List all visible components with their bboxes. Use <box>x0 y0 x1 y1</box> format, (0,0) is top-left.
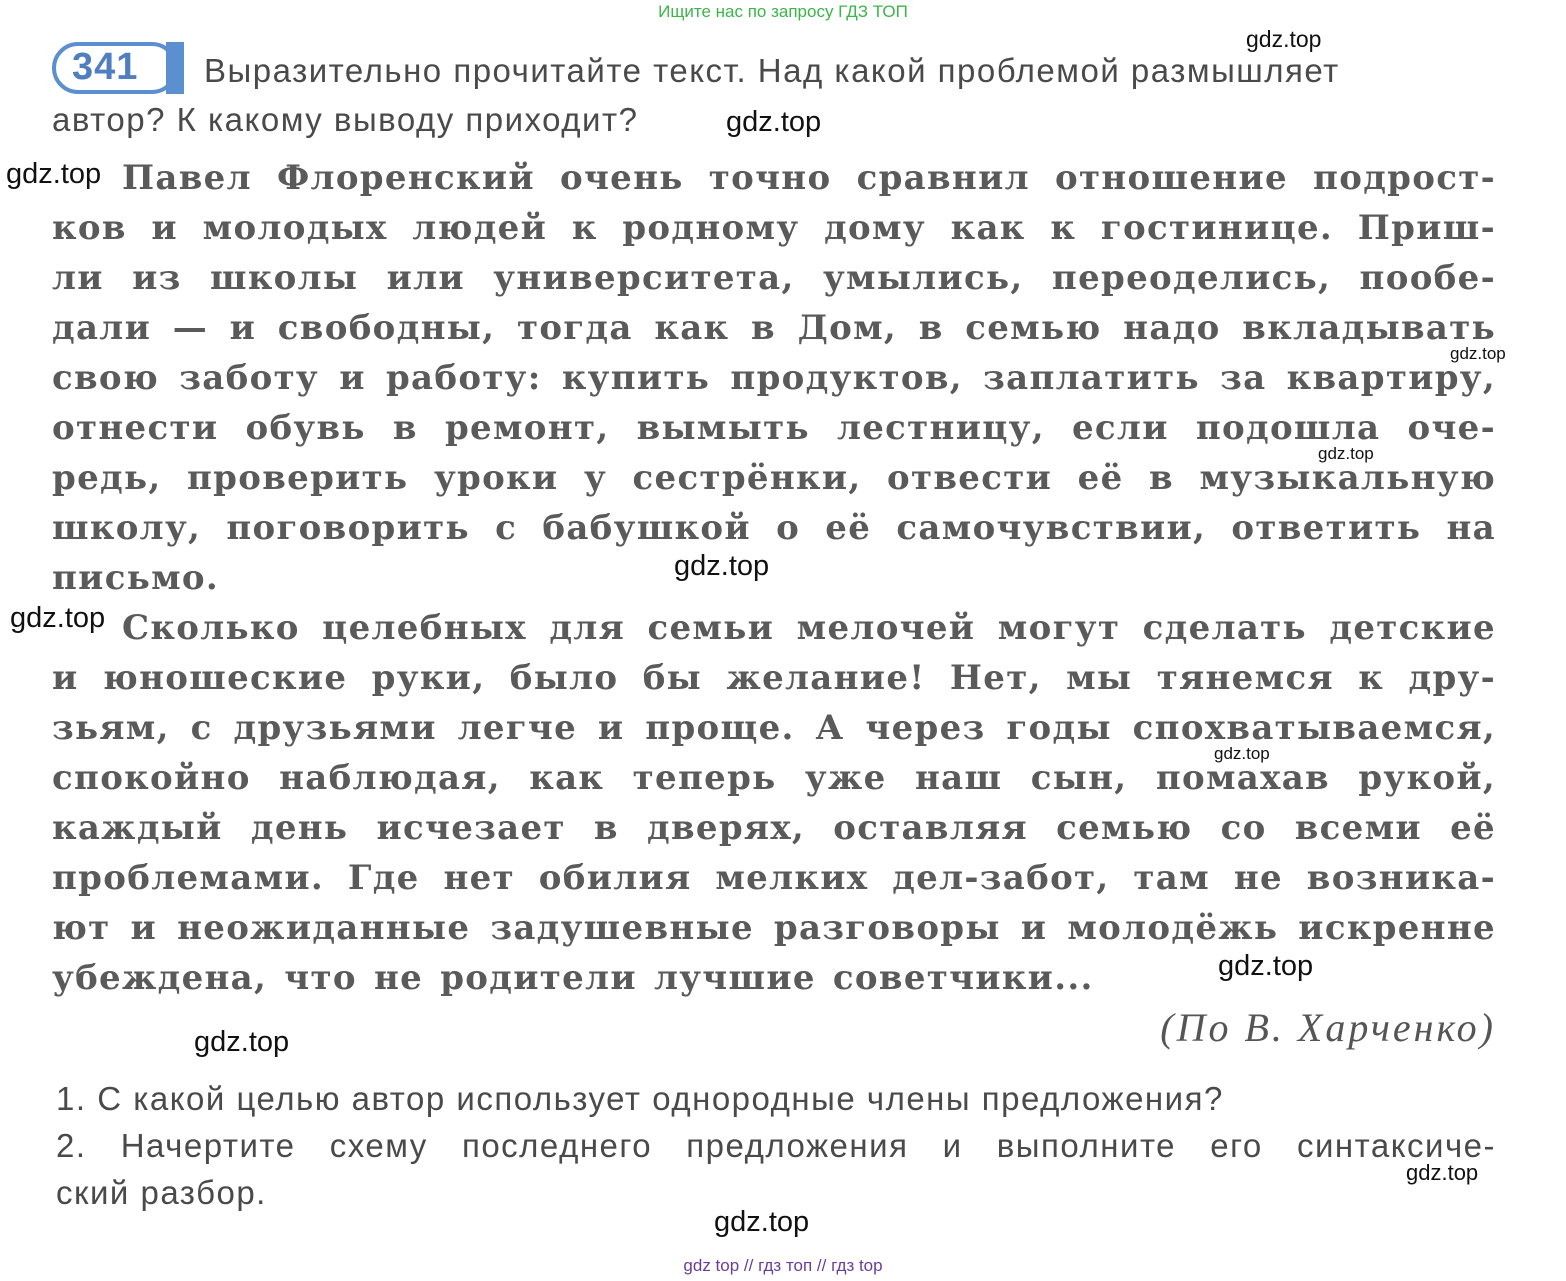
text-line: Сколько целебных для семьи мелочей могут сделать детские <box>122 608 1496 648</box>
text-line: ков и молодых людей к родному дому как к гостинице. Приш- <box>52 208 1496 248</box>
task-prompt-line-1: Выразительно прочитайте текст. Над какой проблемой размышляет <box>204 52 1340 89</box>
text-line: проблемами. Где нет обилия мелких дел-забот, там не возника- <box>52 858 1496 898</box>
text-line: убеждена, что не родители лучшие советчики... <box>52 958 1094 998</box>
top-banner: Ищите нас по запросу ГДЗ ТОП <box>658 2 908 21</box>
text-line: ют и неожиданные задушевные разговоры и молодёжь искренне <box>52 908 1496 948</box>
task-number: 341 <box>72 46 139 88</box>
watermark: gdz.top <box>194 1026 290 1058</box>
watermark: gdz.top <box>1246 26 1322 52</box>
watermark: gdz.top <box>6 158 102 190</box>
text-line: ли из школы или университета, умылись, переоделись, пообе- <box>52 258 1496 298</box>
watermark: gdz.top <box>1406 1160 1479 1185</box>
text-line: и юношеские руки, было бы желание! Нет, мы тянемся к дру- <box>52 658 1496 698</box>
text-line: спокойно наблюдая, как теперь уже наш сын, помахав рукой, <box>52 758 1496 798</box>
question-2: 2. Начертите схему последнего предложения и выполните его синтаксиче- <box>56 1127 1496 1164</box>
footer-links: gdz top // гдз топ // гдз top <box>683 1256 883 1275</box>
question-2-continued: ский разбор. <box>56 1174 267 1211</box>
text-line: дали — и свободны, тогда как в Дом, в семью надо вкладывать <box>52 308 1496 348</box>
author-attribution: (По В. Харченко) <box>1160 1005 1496 1050</box>
watermark: gdz.top <box>1318 444 1374 463</box>
text-line: школу, поговорить с бабушкой о её самочувствии, ответить на <box>52 508 1496 548</box>
text-line: Павел Флоренский очень точно сравнил отношение подрост- <box>122 158 1496 198</box>
watermark: gdz.top <box>1218 950 1314 982</box>
text-line: письмо. <box>52 558 220 598</box>
watermark: gdz.top <box>10 602 106 634</box>
task-prompt-line-2: автор? К какому выводу приходит? <box>52 101 639 138</box>
question-1: 1. С какой целью автор использует однородные члены предложения? <box>56 1080 1224 1117</box>
watermark: gdz.top <box>674 550 770 582</box>
watermark: gdz.top <box>714 1206 810 1238</box>
text-line: редь, проверить уроки у сестрёнки, отвести её в музыкальную <box>52 458 1496 498</box>
watermark: gdz.top <box>1214 744 1270 763</box>
task-number-badge-tab <box>166 42 184 94</box>
text-line: свою заботу и работу: купить продуктов, заплатить за квартиру, <box>52 358 1496 398</box>
text-line: каждый день исчезает в дверях, оставляя семью со всеми её <box>52 808 1496 848</box>
text-line: отнести обувь в ремонт, вымыть лестницу, если подошла оче- <box>52 408 1496 448</box>
text-line: зьям, с друзьями легче и проще. А через годы спохватываемся, <box>52 708 1496 748</box>
watermark: gdz.top <box>1450 344 1506 363</box>
watermark: gdz.top <box>726 106 822 138</box>
